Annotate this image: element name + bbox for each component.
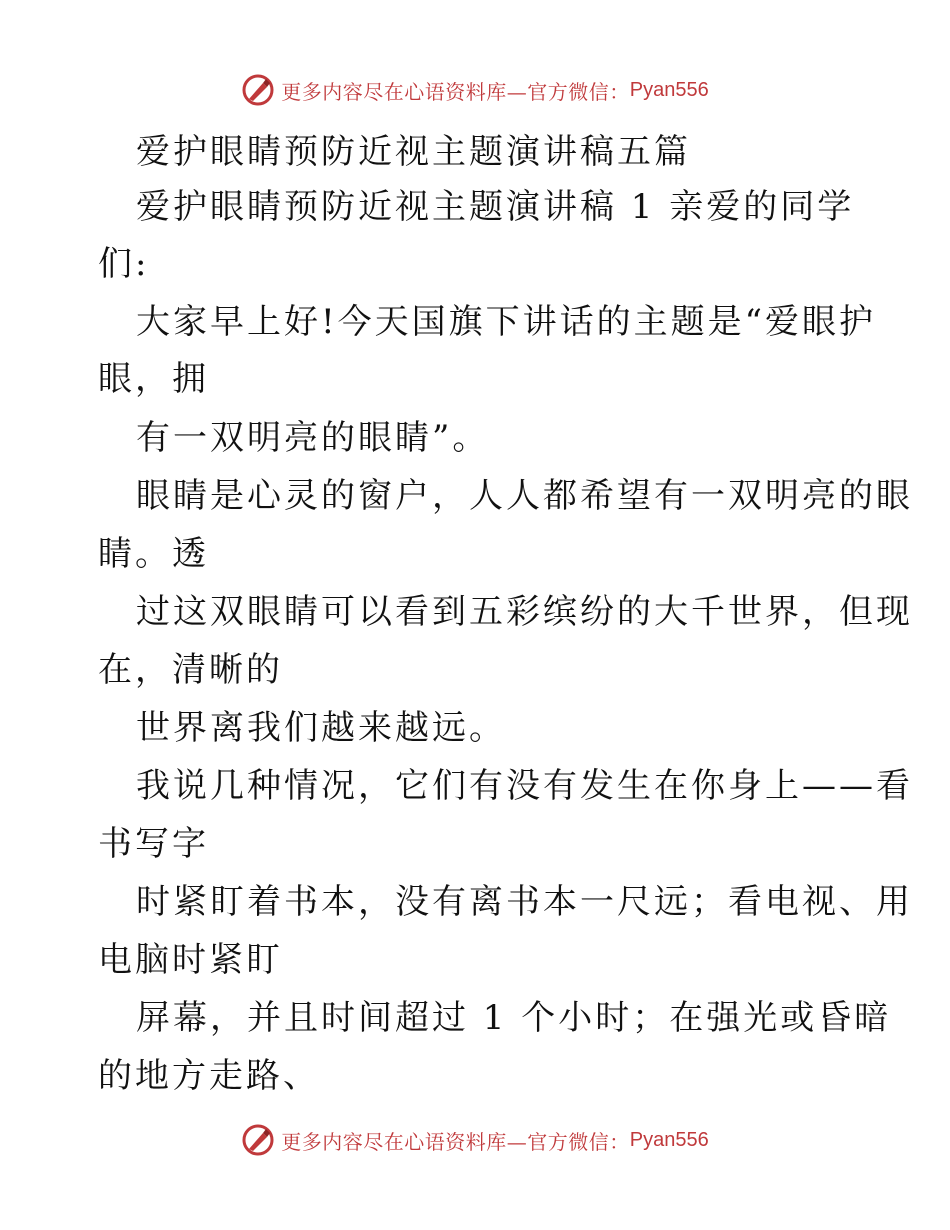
text-line: 我说几种情况，它们有没有发生在你身上——看 bbox=[136, 766, 913, 806]
text-line: 有一双明亮的眼睛”。 bbox=[136, 418, 490, 458]
text-line: 过这双眼睛可以看到五彩缤纷的大千世界，但现 bbox=[136, 592, 913, 632]
text-line: 睛。透 bbox=[98, 534, 209, 574]
text-line: 时紧盯着书本，没有离书本一尺远；看电视、用 bbox=[136, 882, 913, 922]
text-line: 眼，拥 bbox=[98, 359, 209, 399]
text-line: 世界离我们越来越远。 bbox=[136, 708, 506, 748]
watermark-text: 更多内容尽在心语资料库—官方微信： bbox=[281, 79, 630, 104]
pen-logo-icon bbox=[241, 73, 275, 107]
text-line: 大家早上好!今天国旗下讲话的主题是“爱眼护 bbox=[136, 302, 877, 342]
text-line: 在，清晰的 bbox=[98, 650, 283, 690]
document-title: 爱护眼睛预防近视主题演讲稿五篇 bbox=[136, 132, 691, 172]
pen-logo-icon bbox=[241, 1123, 275, 1157]
text-line: 电脑时紧盯 bbox=[98, 940, 283, 980]
text-line: 眼睛是心灵的窗户，人人都希望有一双明亮的眼 bbox=[136, 476, 913, 516]
text-line: 的地方走路、 bbox=[98, 1056, 320, 1096]
watermark-text: 更多内容尽在心语资料库—官方微信： bbox=[281, 1129, 630, 1154]
text-line: 爱护眼睛预防近视主题演讲稿 1 亲爱的同学 bbox=[136, 187, 855, 227]
text-line: 们: bbox=[98, 244, 150, 284]
footer-watermark bbox=[0, 1120, 950, 1160]
watermark-wechat-id: Pyan556 bbox=[629, 1128, 709, 1151]
watermark-wechat-id: Pyan556 bbox=[629, 78, 709, 101]
header-watermark bbox=[0, 70, 950, 110]
text-line: 书写字 bbox=[98, 824, 209, 864]
text-line: 屏幕，并且时间超过 1 个小时；在强光或昏暗 bbox=[136, 998, 892, 1038]
